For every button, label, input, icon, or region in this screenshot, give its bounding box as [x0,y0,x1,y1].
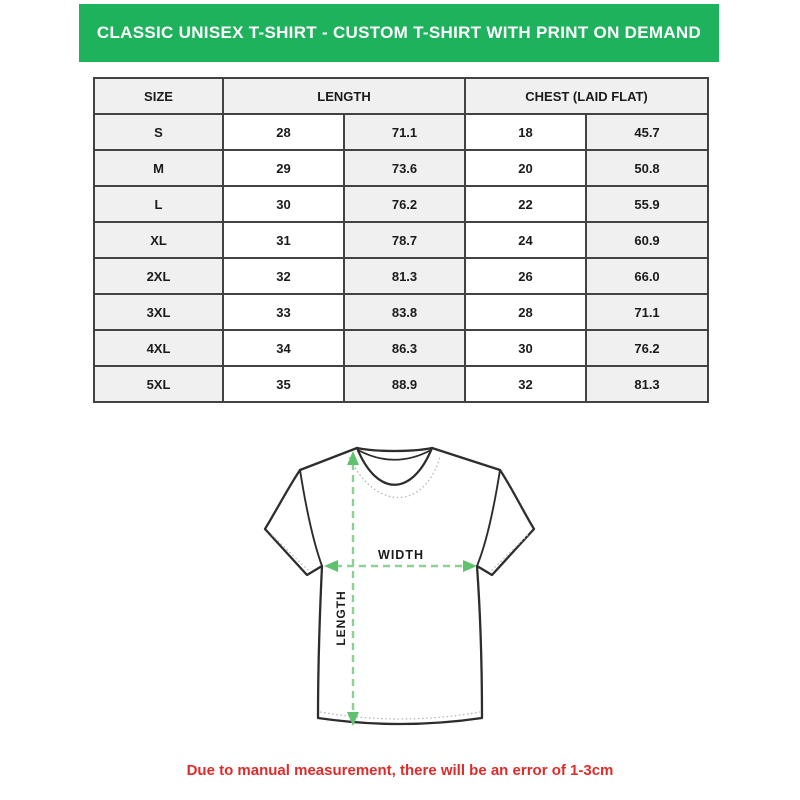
size-cell: 2XL [94,258,223,294]
chest-in-cell: 20 [465,150,586,186]
length-in-cell: 32 [223,258,344,294]
table-row [94,186,708,222]
length-cm-cell: 86.3 [344,330,465,366]
tshirt-outline [265,448,534,724]
chest-in-cell: 24 [465,222,586,258]
size-cell: 5XL [94,366,223,402]
length-cm-cell: 88.9 [344,366,465,402]
table-row [94,150,708,186]
length-cm-cell: 71.1 [344,114,465,150]
column-header-chest: CHEST (LAID FLAT) [465,78,708,114]
length-cm-cell: 83.8 [344,294,465,330]
product-title-banner [79,4,719,62]
size-cell: 3XL [94,294,223,330]
chest-in-cell: 18 [465,114,586,150]
chest-cm-cell: 45.7 [586,114,708,150]
chest-cm-cell: 66.0 [586,258,708,294]
length-in-cell: 35 [223,366,344,402]
column-header-size: SIZE [94,78,223,114]
length-cm-cell: 73.6 [344,150,465,186]
length-cm-cell: 78.7 [344,222,465,258]
size-cell: 4XL [94,330,223,366]
table-row [94,294,708,330]
chest-cm-cell: 50.8 [586,150,708,186]
length-in-cell: 28 [223,114,344,150]
chest-cm-cell: 81.3 [586,366,708,402]
table-header-row [94,78,708,114]
length-in-cell: 31 [223,222,344,258]
page-title: CLASSIC UNISEX T-SHIRT - CUSTOM T-SHIRT WITH PRINT ON DEMAND [96,23,702,42]
length-cm-cell: 81.3 [344,258,465,294]
size-cell: XL [94,222,223,258]
table-row [94,330,708,366]
table-row [94,258,708,294]
table-row [94,114,708,150]
length-cm-cell: 76.2 [344,186,465,222]
size-chart-table [93,77,709,403]
chest-in-cell: 28 [465,294,586,330]
tshirt-measurement-diagram [240,438,560,756]
length-in-cell: 34 [223,330,344,366]
table-row [94,366,708,402]
chest-in-cell: 22 [465,186,586,222]
size-cell: L [94,186,223,222]
length-label: LENGTH [334,590,348,646]
length-in-cell: 33 [223,294,344,330]
chest-cm-cell: 76.2 [586,330,708,366]
chest-cm-cell: 55.9 [586,186,708,222]
table-row [94,222,708,258]
column-header-length: LENGTH [223,78,465,114]
width-label: WIDTH [378,548,424,562]
chest-cm-cell: 60.9 [586,222,708,258]
length-in-cell: 29 [223,150,344,186]
size-cell: M [94,150,223,186]
size-cell: S [94,114,223,150]
chest-in-cell: 30 [465,330,586,366]
chest-in-cell: 26 [465,258,586,294]
measurement-disclaimer: Due to manual measurement, there will be an error of 1-3cm [186,762,614,779]
chest-in-cell: 32 [465,366,586,402]
length-in-cell: 30 [223,186,344,222]
chest-cm-cell: 71.1 [586,294,708,330]
